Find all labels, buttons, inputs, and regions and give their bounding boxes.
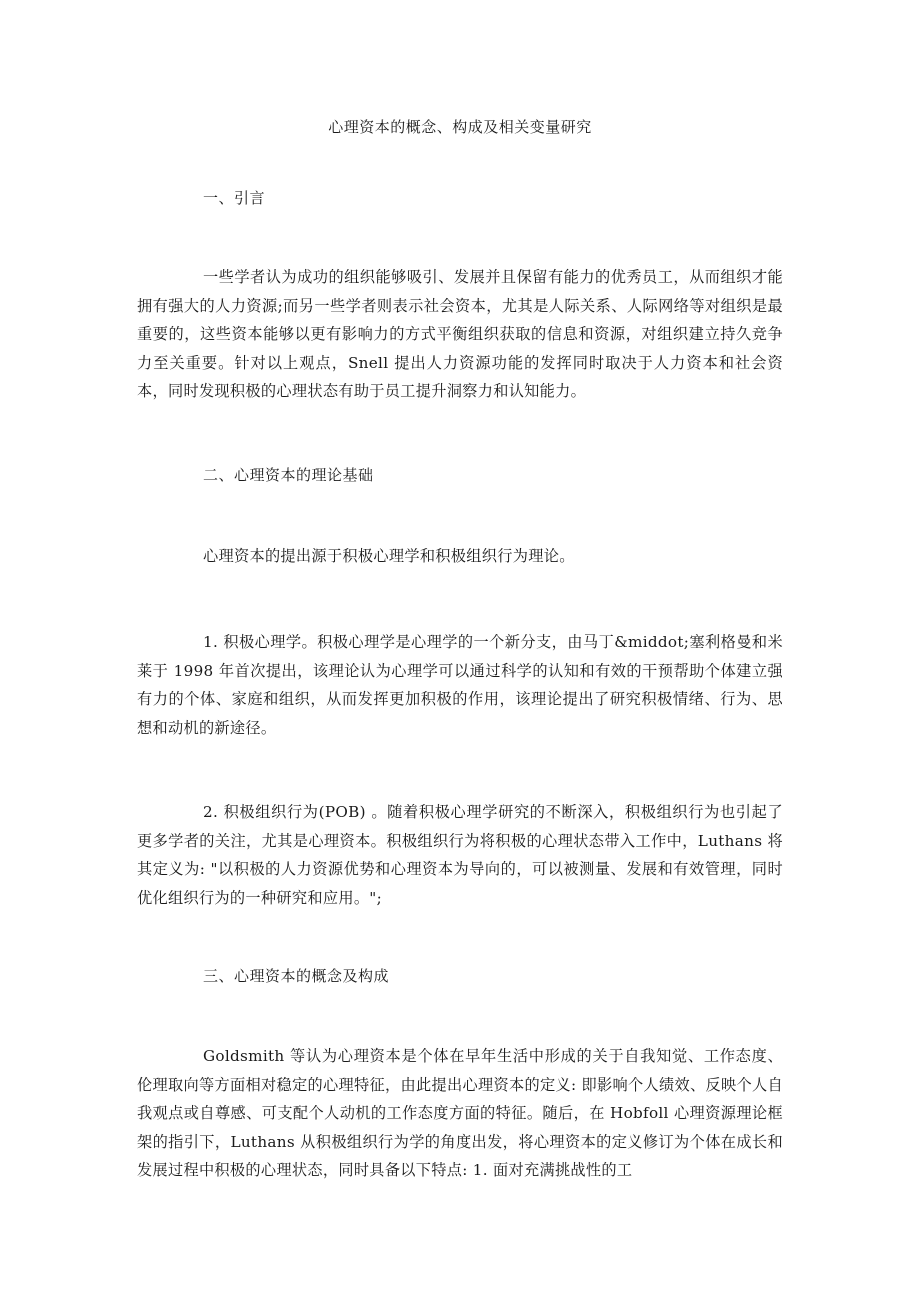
document-title: 心理资本的概念、构成及相关变量研究 xyxy=(328,118,592,136)
section-heading-introduction: 一、引言 xyxy=(203,189,266,207)
paragraph-theory-origin: 心理资本的提出源于积极心理学和积极组织行为理论。 xyxy=(203,547,575,565)
section-heading-concept-and-structure: 三、心理资本的概念及构成 xyxy=(203,967,390,985)
paragraph-psychological-capital-definition: Goldsmith 等认为心理资本是个体在早年生活中形成的关于自我知觉、工作态度、伦理取向等方面相对稳定的心理特征，由此提出心理资本的定义: 即影响个人绩效、反映个人自我观点或自尊感、可支配个人动机的工作态度方面的特征。随后，在 Hobfoll 心理资源理论框架的指引下，Luthans 从积极组织行为学的角度出发，将心理资本的定义修订为个体在成长和发展过程中积极的心理状态，同时具备以下特点: 1. 面对充满挑战性的工 xyxy=(137,1047,783,1179)
paragraph-positive-organizational-behavior: 2. 积极组织行为(POB) 。随着积极心理学研究的不断深入，积极组织行为也引起了更多学者的关注，尤其是心理资本。积极组织行为将积极的心理状态带入工作中，Luthans 将其定义为: "以积极的人力资源优势和心理资本为导向的，可以被测量、发展和有效管理，同时优化组织行为的一种研究和应用。"; xyxy=(137,803,783,907)
section-heading-theoretical-basis: 二、心理资本的理论基础 xyxy=(203,466,374,484)
paragraph-positive-psychology: 1. 积极心理学。积极心理学是心理学的一个新分支，由马丁&middot;塞利格曼和米莱于 1998 年首次提出，该理论认为心理学可以通过科学的认知和有效的干预帮助个体建立强有力的个体、家庭和组织，从而发挥更加积极的作用，该理论提出了研究积极情绪、行为、思想和动机的新途径。 xyxy=(137,633,783,737)
paragraph-introduction: 一些学者认为成功的组织能够吸引、发展并且保留有能力的优秀员工，从而组织才能拥有强大的人力资源;而另一些学者则表示社会资本，尤其是人际关系、人际网络等对组织是最重要的，这些资本能够以更有影响力的方式平衡组织获取的信息和资源，对组织建立持久竞争力至关重要。针对以上观点，Snell 提出人力资源功能的发挥同时取决于人力资本和社会资本，同时发现积极的心理状态有助于员工提升洞察力和认知能力。 xyxy=(137,268,783,400)
